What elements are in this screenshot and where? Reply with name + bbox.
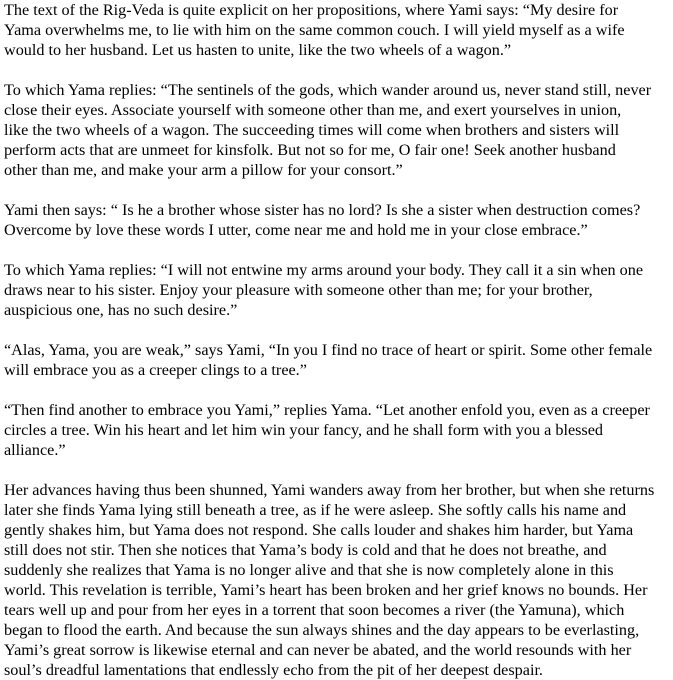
paragraph-6: [4, 400, 673, 460]
text-line: To which Yama replies: “The sentinels of the gods, which wander around us, never stand still, never: [4, 81, 652, 99]
text-line: like the two wheels of a wagon. The succeeding times will come when brothers and sisters will: [4, 121, 620, 139]
text-line: auspicious one, has no such desire.”: [4, 301, 238, 319]
text-line: Yami’s great sorrow is likewise eternal and can never be abated, and the world resounds with her: [4, 641, 632, 659]
text-line: would to her husband. Let us hasten to unite, like the two wheels of a wagon.”: [4, 41, 512, 59]
text-line: gently shakes him, but Yama does not respond. She calls louder and shakes him harder, but Yama: [4, 521, 634, 539]
text-line: suddenly she realizes that Yama is no longer alive and that she is now completely alone in this: [4, 561, 614, 579]
text-line: tears well up and pour from her eyes in a torrent that soon becomes a river (the Yamuna), which: [4, 601, 625, 619]
paragraph-2: [4, 80, 673, 180]
paragraph-1: [4, 0, 673, 60]
text-line: Overcome by love these words I utter, come near me and hold me in your close embrace.”: [4, 221, 588, 239]
text-line: The text of the Rig-Veda is quite explicit on her propositions, where Yami says: “My desire for: [4, 1, 619, 19]
text-line: circles a tree. Win his heart and let him win your fancy, and he shall form with you a blessed: [4, 421, 604, 439]
text-line: later she finds Yama lying still beneath a tree, as if he were asleep. She softly calls his name and: [4, 501, 627, 519]
paragraph-3: [4, 200, 673, 240]
paragraph-5: [4, 340, 673, 380]
text-line: other than me, and make your arm a pillow for your consort.”: [4, 161, 403, 179]
text-line: close their eyes. Associate yourself with someone other than me, and exert yourselves in union,: [4, 101, 622, 119]
text-line: still does not stir. Then she notices that Yama’s body is cold and that he does not breathe, and: [4, 541, 607, 559]
text-line: began to flood the earth. And because the sun always shines and the day appears to be everlasting,: [4, 621, 640, 639]
text-line: Yama overwhelms me, to lie with him on the same common couch. I will yield myself as a wife: [4, 21, 625, 39]
text-line: draws near to his sister. Enjoy your pleasure with someone other than me; for your brother,: [4, 281, 593, 299]
text-line: will embrace you as a creeper clings to a tree.”: [4, 361, 307, 379]
text-line: perform acts that are unmeet for kinsfolk. But not so for me, O fair one! Seek another husband: [4, 141, 616, 159]
text-line: world. This revelation is terrible, Yami’s heart has been broken and her grief knows no bounds. Her: [4, 581, 648, 599]
paragraph-4: [4, 260, 673, 320]
text-line: Her advances having thus been shunned, Yami wanders away from her brother, but when she returns: [4, 481, 655, 499]
text-line: soul’s dreadful lamentations that endlessly echo from the pit of her deepest despair.: [4, 661, 543, 679]
paragraph-7: [4, 480, 673, 680]
text-line: alliance.”: [4, 441, 66, 459]
text-line: Yami then says: “ Is he a brother whose sister has no lord? Is she a sister when destruction comes?: [4, 201, 641, 219]
text-line: To which Yama replies: “I will not entwine my arms around your body. They call it a sin when one: [4, 261, 644, 279]
text-line: “Alas, Yama, you are weak,” says Yami, “In you I find no trace of heart or spirit. Some other female: [4, 341, 653, 359]
text-line: “Then find another to embrace you Yami,” replies Yama. “Let another enfold you, even as a creeper: [4, 401, 650, 419]
